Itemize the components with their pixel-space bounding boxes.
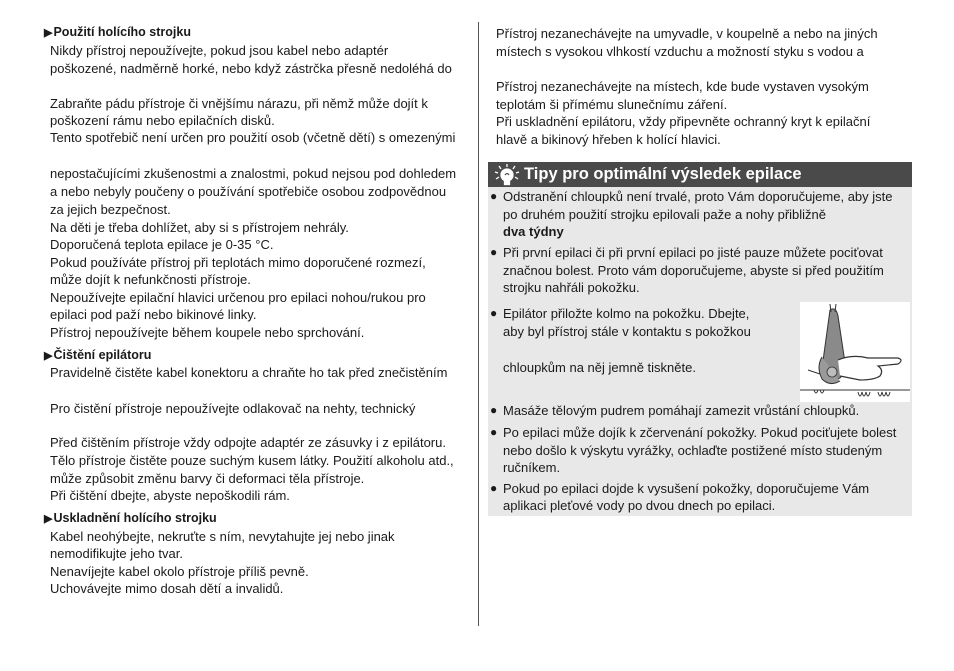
lightbulb-icon [494,163,520,186]
tip-line: ručníkem. [503,460,561,475]
filled-circle-icon: ● [490,245,498,259]
tip-line: Po epilaci může dojík k zčervenání pokožky. Pokud pociťujete bolest [503,425,897,440]
tip-line: Při první epilaci či při první epilaci po jisté pauze můžete pociťovat [503,245,883,260]
tip-bold: dva týdny [503,224,564,239]
storage-heading: ▶Uskladnění holícího strojku [44,511,217,525]
cleaning-line: Při čištění dbejte, abyste nepoškodili rám. [50,488,290,503]
tip-line: aplikaci pleťové vody po dvou dnech po epilaci. [503,498,776,513]
tip-line: strojku nahřáli pokožku. [503,280,640,295]
tip-line: Epilátor přiložte kolmo na pokožku. Dbejte, [503,306,750,321]
tip-line: značnou bolest. Proto vám doporučujeme, abyste si před použitím [503,263,884,278]
usage-line: poškozené, nadměrně horké, nebo když zástrčka přesně nedoléhá do [50,61,452,76]
filled-circle-icon: ● [490,481,498,495]
storage-line-cont: Přístroj nezanechávejte na místech, kde bude vystaven vysokým [496,79,869,94]
tips-box [488,187,912,516]
triangle-right-icon: ▶ [44,27,53,39]
storage-line: nemodifikujte jeho tvar. [50,546,183,561]
filled-circle-icon: ● [490,306,498,320]
tip-line: Odstranění chloupků není trvalé, proto Vám doporučujeme, aby jste [503,189,893,204]
storage-line: Kabel neohýbejte, nekruťte s ním, nevytahujte jej nebo jinak [50,529,395,544]
cleaning-line: Tělo přístroje čistěte pouze suchým kusem látky. Použití alkoholu atd., [50,453,454,468]
storage-line: Uchovávejte mimo dosah dětí a invalidů. [50,581,284,596]
cleaning-line: může způsobit změnu barvy či deformaci těla přístroje. [50,471,365,486]
usage-line: za jejich bezpečnost. [50,202,171,217]
storage-line-cont: teplotám ši přímému slunečnímu záření. [496,97,728,112]
usage-line: Na děti je třeba dohlížet, aby si s přístrojem nehrály. [50,220,349,235]
usage-line: a nebo nebyly poučeny o používání spotřebiče osobou zodpovědnou [50,184,447,199]
tip-line: nebo došlo k výskytu vyrážky, ochlaďte postižené místo studeným [503,443,883,458]
storage-line-cont: místech s vysokou vlhkostí vzduchu a možností styku s vodou a [496,44,864,59]
usage-line: poškození rámu nebo epilačních disků. [50,113,275,128]
epilator-illustration-image [800,302,910,402]
usage-line: Zabraňte pádu přístroje či vnějšímu nárazu, při němž může dojít k [50,96,428,111]
tip-line: Pokud po epilaci dojde k vysušení pokožky, doporučujeme Vám [503,481,870,496]
usage-line: Nikdy přístroj nepoužívejte, pokud jsou kabel nebo adaptér [50,43,389,58]
tips-title: Tipy pro optimální výsledek epilace [524,165,802,183]
column-divider [478,22,479,626]
cleaning-line: Před čištěním přístroje vždy odpojte adaptér ze zásuvky i z epilátoru. [50,435,446,450]
tip-line: Masáže tělovým pudrem pomáhají zamezit vrůstání chloupků. [503,403,860,418]
usage-line: může dojít k nefunkčnosti přístroje. [50,272,251,287]
usage-line: Doporučená teplota epilace je 0-35 °C. [50,237,274,252]
filled-circle-icon: ● [490,425,498,439]
usage-heading: ▶Použití holícího strojku [44,25,191,39]
filled-circle-icon: ● [490,403,498,417]
usage-line: Pokud používáte přístroj při teplotách mimo doporučené rozmezí, [50,255,426,270]
usage-line: Tento spotřebič není určen pro použití osob (včetně dětí) s omezenými [50,130,456,145]
usage-line: nepostačujícími zkušenostmi a znalostmi, pokud nejsou pod dohledem [50,166,457,181]
storage-line-cont: hlavě a bikinový hřeben k holící hlavici. [496,132,721,147]
cleaning-line: Pro čistění přístroje nepoužívejte odlakovač na nehty, technický [50,401,416,416]
triangle-right-icon: ▶ [44,350,53,362]
usage-line: Nepoužívejte epilační hlavici určenou pro epilaci nohou/rukou pro [50,290,426,305]
tip-line: aby byl přístroj stále v kontaktu s pokožkou [503,324,751,339]
storage-line: Nenavíjejte kabel okolo přístroje příliš pevně. [50,564,309,579]
usage-line: epilaci pod paží nebo bikinové linky. [50,307,257,322]
cleaning-heading: ▶Čištění epilátoru [44,348,152,362]
storage-line-cont: Při uskladnění epilátoru, vždy připevněte ochranný kryt k epilační [496,114,871,129]
usage-line: Přístroj nepoužívejte během koupele nebo sprchování. [50,325,365,340]
storage-line-cont: Přístroj nezanechávejte na umyvadle, v koupelně a nebo na jiných [496,26,878,41]
filled-circle-icon: ● [490,189,498,203]
triangle-right-icon: ▶ [44,513,53,525]
tip-line: chloupkům na něj jemně tiskněte. [503,360,696,375]
cleaning-line: Pravidelně čistěte kabel konektoru a chraňte ho tak před znečistěním [50,365,448,380]
tip-line: po druhém použití strojku epilovali paže a nohy přibližně [503,207,827,222]
tips-header [488,162,912,187]
